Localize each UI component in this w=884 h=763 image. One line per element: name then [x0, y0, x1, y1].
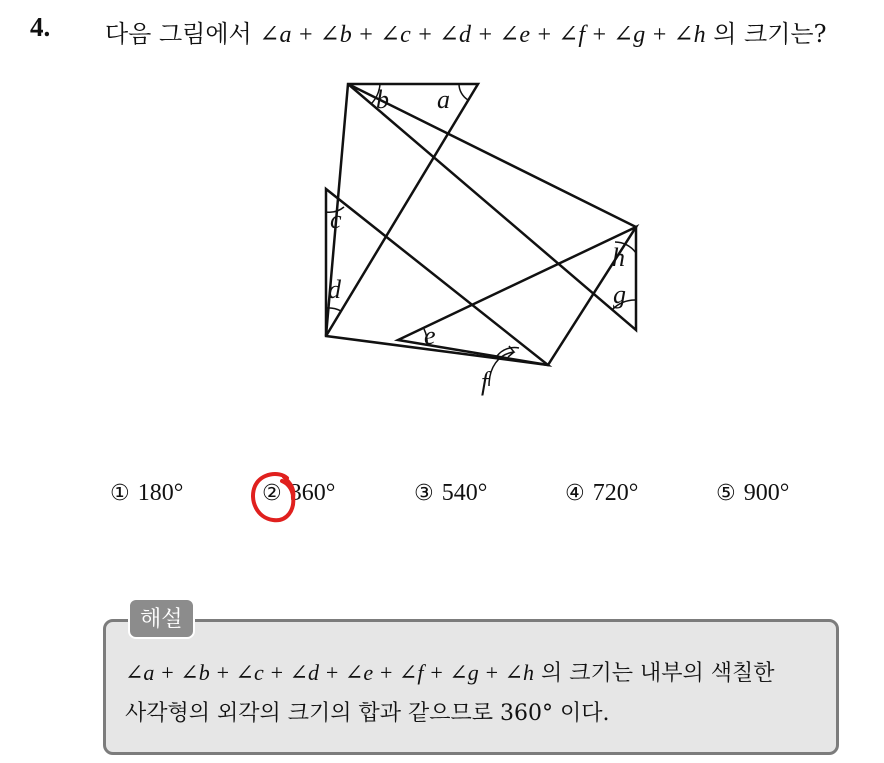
choice-5[interactable] [716, 480, 789, 507]
choice-label: 540° [441, 480, 488, 506]
angle-label-f: f [481, 367, 489, 396]
triangle-top [326, 84, 478, 336]
choice-number: ① [110, 481, 130, 506]
choice-1[interactable] [110, 480, 183, 507]
choice-3[interactable] [414, 480, 487, 507]
angle-label-a: a [437, 85, 450, 114]
explanation-tag: 해설 [128, 598, 195, 639]
question-number: 4. [30, 12, 51, 42]
answer-circle-mark [249, 468, 297, 526]
arc-f [497, 348, 519, 356]
choice-number: ⑤ [716, 481, 736, 506]
choice-label: 180° [137, 480, 184, 506]
answer-choices [0, 480, 884, 520]
explanation-line-2: 사각형의 외각의 크기의 합과 같으므로 360° 이다. [125, 701, 610, 726]
angle-label-b: b [376, 85, 389, 114]
explanation-line-1-text: 의 크기는 내부의 색칠한 [541, 661, 775, 686]
question-suffix: 의 크기는? [713, 20, 827, 48]
choice-label: 360° [289, 480, 336, 506]
triangle-left [326, 189, 548, 365]
angle-label-e: e [424, 321, 436, 350]
choice-number: ④ [565, 481, 585, 506]
choice-label: 900° [743, 480, 790, 506]
angle-label-g: g [613, 280, 626, 309]
triangle-right [348, 84, 636, 330]
choice-label: 720° [592, 480, 639, 506]
angle-label-c: c [330, 205, 342, 234]
question-expression: ∠a + ∠b + ∠c + ∠d + ∠e + ∠f + ∠g + ∠h [259, 22, 706, 48]
angle-label-h: h [612, 243, 625, 272]
explanation-box [103, 619, 839, 755]
choice-4[interactable] [565, 480, 638, 507]
explanation-line-1 [125, 656, 775, 687]
question-prefix: 다음 그림에서 [105, 20, 252, 48]
explanation-expression: ∠a + ∠b + ∠c + ∠d + ∠e + ∠f + ∠g + ∠h [125, 660, 535, 685]
choice-number: ③ [414, 481, 434, 506]
arc-a [459, 84, 468, 100]
angle-label-d: d [328, 275, 341, 304]
choice-number: ② [262, 481, 282, 506]
